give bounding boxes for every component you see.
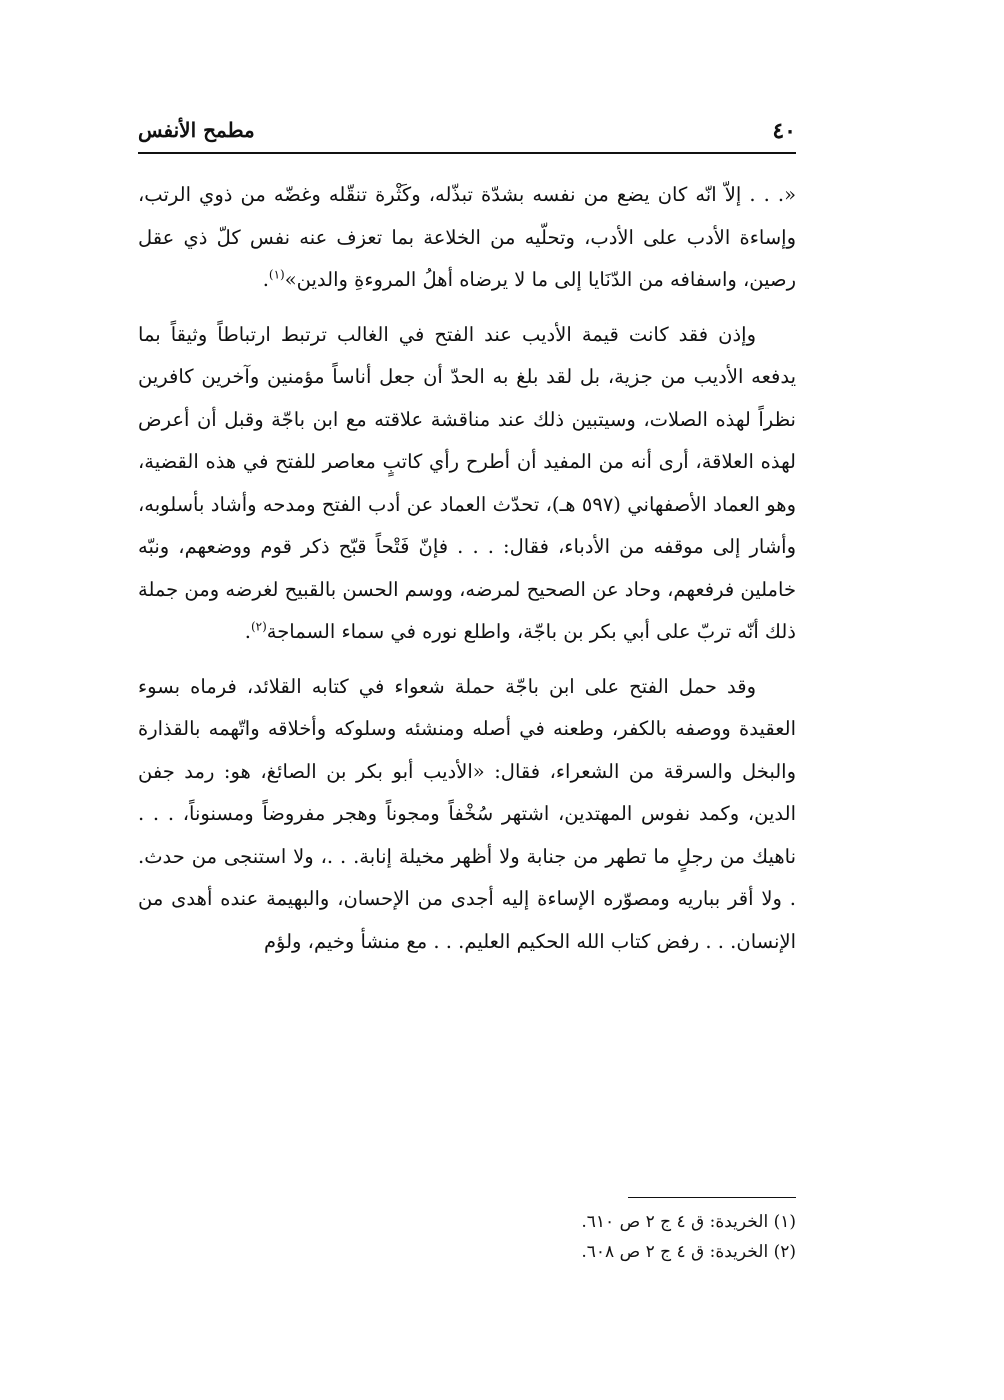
page-header [138,118,796,154]
paragraph-end: . [262,268,269,291]
running-title: مطمح الأنفس [138,118,255,142]
page-number: ٤٠ [772,118,796,144]
footnote-ref: (١) [268,267,285,282]
body-paragraph [138,314,796,654]
footnote-ref: (٢) [250,619,267,634]
quote-paragraph [138,174,796,302]
paragraph-end: . [244,620,251,643]
footnote-divider [628,1197,796,1198]
paragraph-text: «. . . إلاّ انّه كان يضع من نفسه بشدّة تبذّله، وكَثْرة تنقّله وغضّه من ذوي الرتب، وإساءة الأدب على الأدب، وتحلّيه من الخلاعة بما تعزف عنه نفس كلّ ذي عقل رصين، واسفافه من الدّنَايا إلى ما لا يرضاه أهلُ المروءةِ والدين» [138,183,796,291]
paragraph-text: وقد حمل الفتح على ابن باجّة حملة شعواء في كتابه القلائد، فرماه بسوء العقيدة ووصفه بالكفر، وطعنه في أصله ومنشئه وسلوكه وأخلاقه واتّهمه بالقذارة والبخل والسرقة من الشعراء، فقال: «الأديب أبو بكر بن الصائغ، هو: رمد جفن الدين، وكمد نفوس المهتدين، اشتهر سُخْفاً ومجوناً وهجر مفروضاً ومسنوناً، . . . ناهيك من رجلٍ ما تطهر من جنابة ولا أظهر مخيلة إنابة. . .، ولا استنجى من حدث. . ولا أقر بباريه ومصوّره الإساءة إليه أجدى من الإحسان، والبهيمة عنده أهدى من الإنسان. . . رفض كتاب الله الحكيم العليم. . . مع منشأ وخيم، ولؤم [138,674,796,953]
paragraph-text: وإذن فقد كانت قيمة الأديب عند الفتح في الغالب ترتبط ارتباطاً وثيقاً بما يدفعه الأديب من جزية، بل لقد بلغ به الحدّ أن جعل أناساً مؤمنين وآخرين كافرين نظراً لهذه الصلات، وسيتبين ذلك عند مناقشة علاقته مع ابن باجّة وقبل أن أعرض لهذه العلاقة، أرى أنه من المفيد أن أطرح رأي كاتبٍ معاصر للفتح في هذه القضية، وهو العماد الأصفهاني (٥٩٧ هـ)، تحدّث العماد عن أدب الفتح ومدحه وأشاد بأسلوبه، وأشار إلى موقفه من الأدباء، فقال: . . . فإنّ فَتْحاً قبّح ذكر قوم ووضعهم، ونبّه خاملين فرفعهم، وحاد عن الصحيح لمرضه، ووسم الحسن بالقبيح لغرضه ومن جملة ذلك أنّه تربّ على أبي بكر بن باجّة، واطلع نوره في سماء السماجة [138,322,796,643]
footnote-item: (٢) الخريدة: ق ٤ ج ٢ ص ٦٠٨. [581,1242,796,1262]
main-text [138,174,796,975]
footnote-item: (١) الخريدة: ق ٤ ج ٢ ص ٦١٠. [581,1212,796,1232]
body-paragraph [138,666,796,964]
footnotes [138,1207,796,1267]
